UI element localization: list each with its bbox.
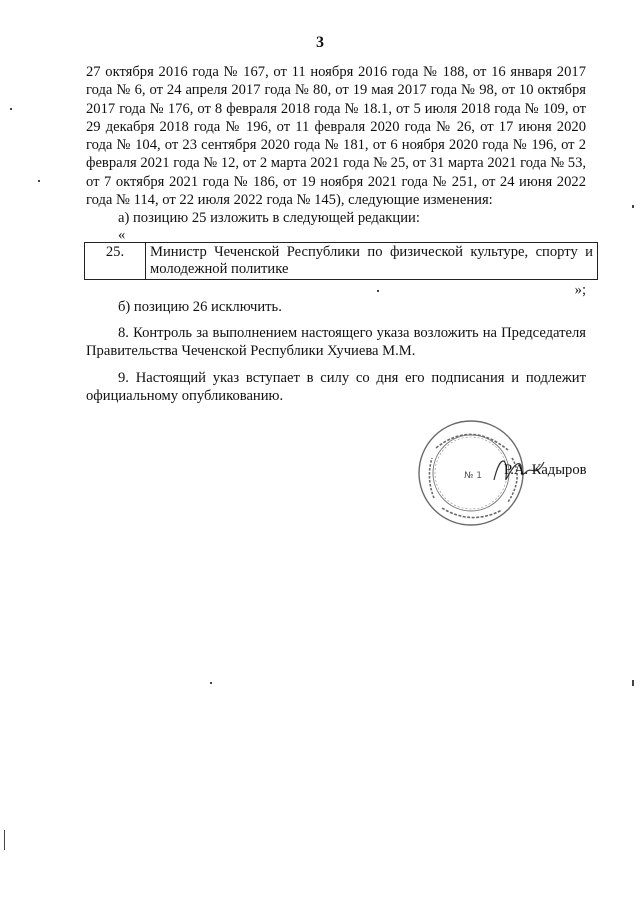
page-number: 3 [316, 34, 324, 51]
table-row [85, 242, 598, 279]
position-title-cell: Министр Чеченской Республики по физической культуре, спорту и молодежной политике [146, 242, 598, 279]
stamp-number: № 1 [464, 471, 482, 481]
item-9-paragraph: 9. Настоящий указ вступает в силу со дня его подписания и подлежит официальному опубликованию. [86, 369, 586, 404]
position-table [84, 242, 598, 280]
opening-quote: « [118, 226, 126, 243]
signatory-name: Р.А. Кадыров [504, 462, 587, 478]
item-a-paragraph: а) позицию 25 изложить в следующей редакции: [118, 210, 420, 227]
amendments-list-paragraph: 27 октября 2016 года № 167, от 11 ноября 2016 года № 188, от 16 января 2017 года № 6, от 24 апреля 2017 года № 80, от 19 мая 2017 года № 98, от 10 октября 2017 года № 176, от 8 февраля 2018 года № 18.1, от 5 июля 2018 года № 109, от 29 декабря 2018 года № 196, от 11 февраля 2020 года № 26, от 17 июня 2020 года № 104, от 23 сентября 2020 года № 181, от 6 ноября 2020 года № 196, от 2 февраля 2021 года № 12, от 2 марта 2021 года № 25, от 31 марта 2021 года № 53, от 7 октября 2021 года № 186, от 19 ноября 2021 года № 251, от 24 июня 2022 года № 114, от 22 июля 2022 года № 145), следующие изменения: [86, 64, 587, 209]
position-number-cell: 25. [85, 242, 146, 279]
closing-quote: »; [574, 281, 586, 298]
item-8-paragraph: 8. Контроль за выполнением настоящего указа возложить на Председателя Правительства Чеченской Республики Хучиева М.М. [86, 324, 586, 360]
decree-body [86, 63, 593, 405]
item-b-paragraph: б) позицию 26 исключить. [118, 298, 282, 315]
